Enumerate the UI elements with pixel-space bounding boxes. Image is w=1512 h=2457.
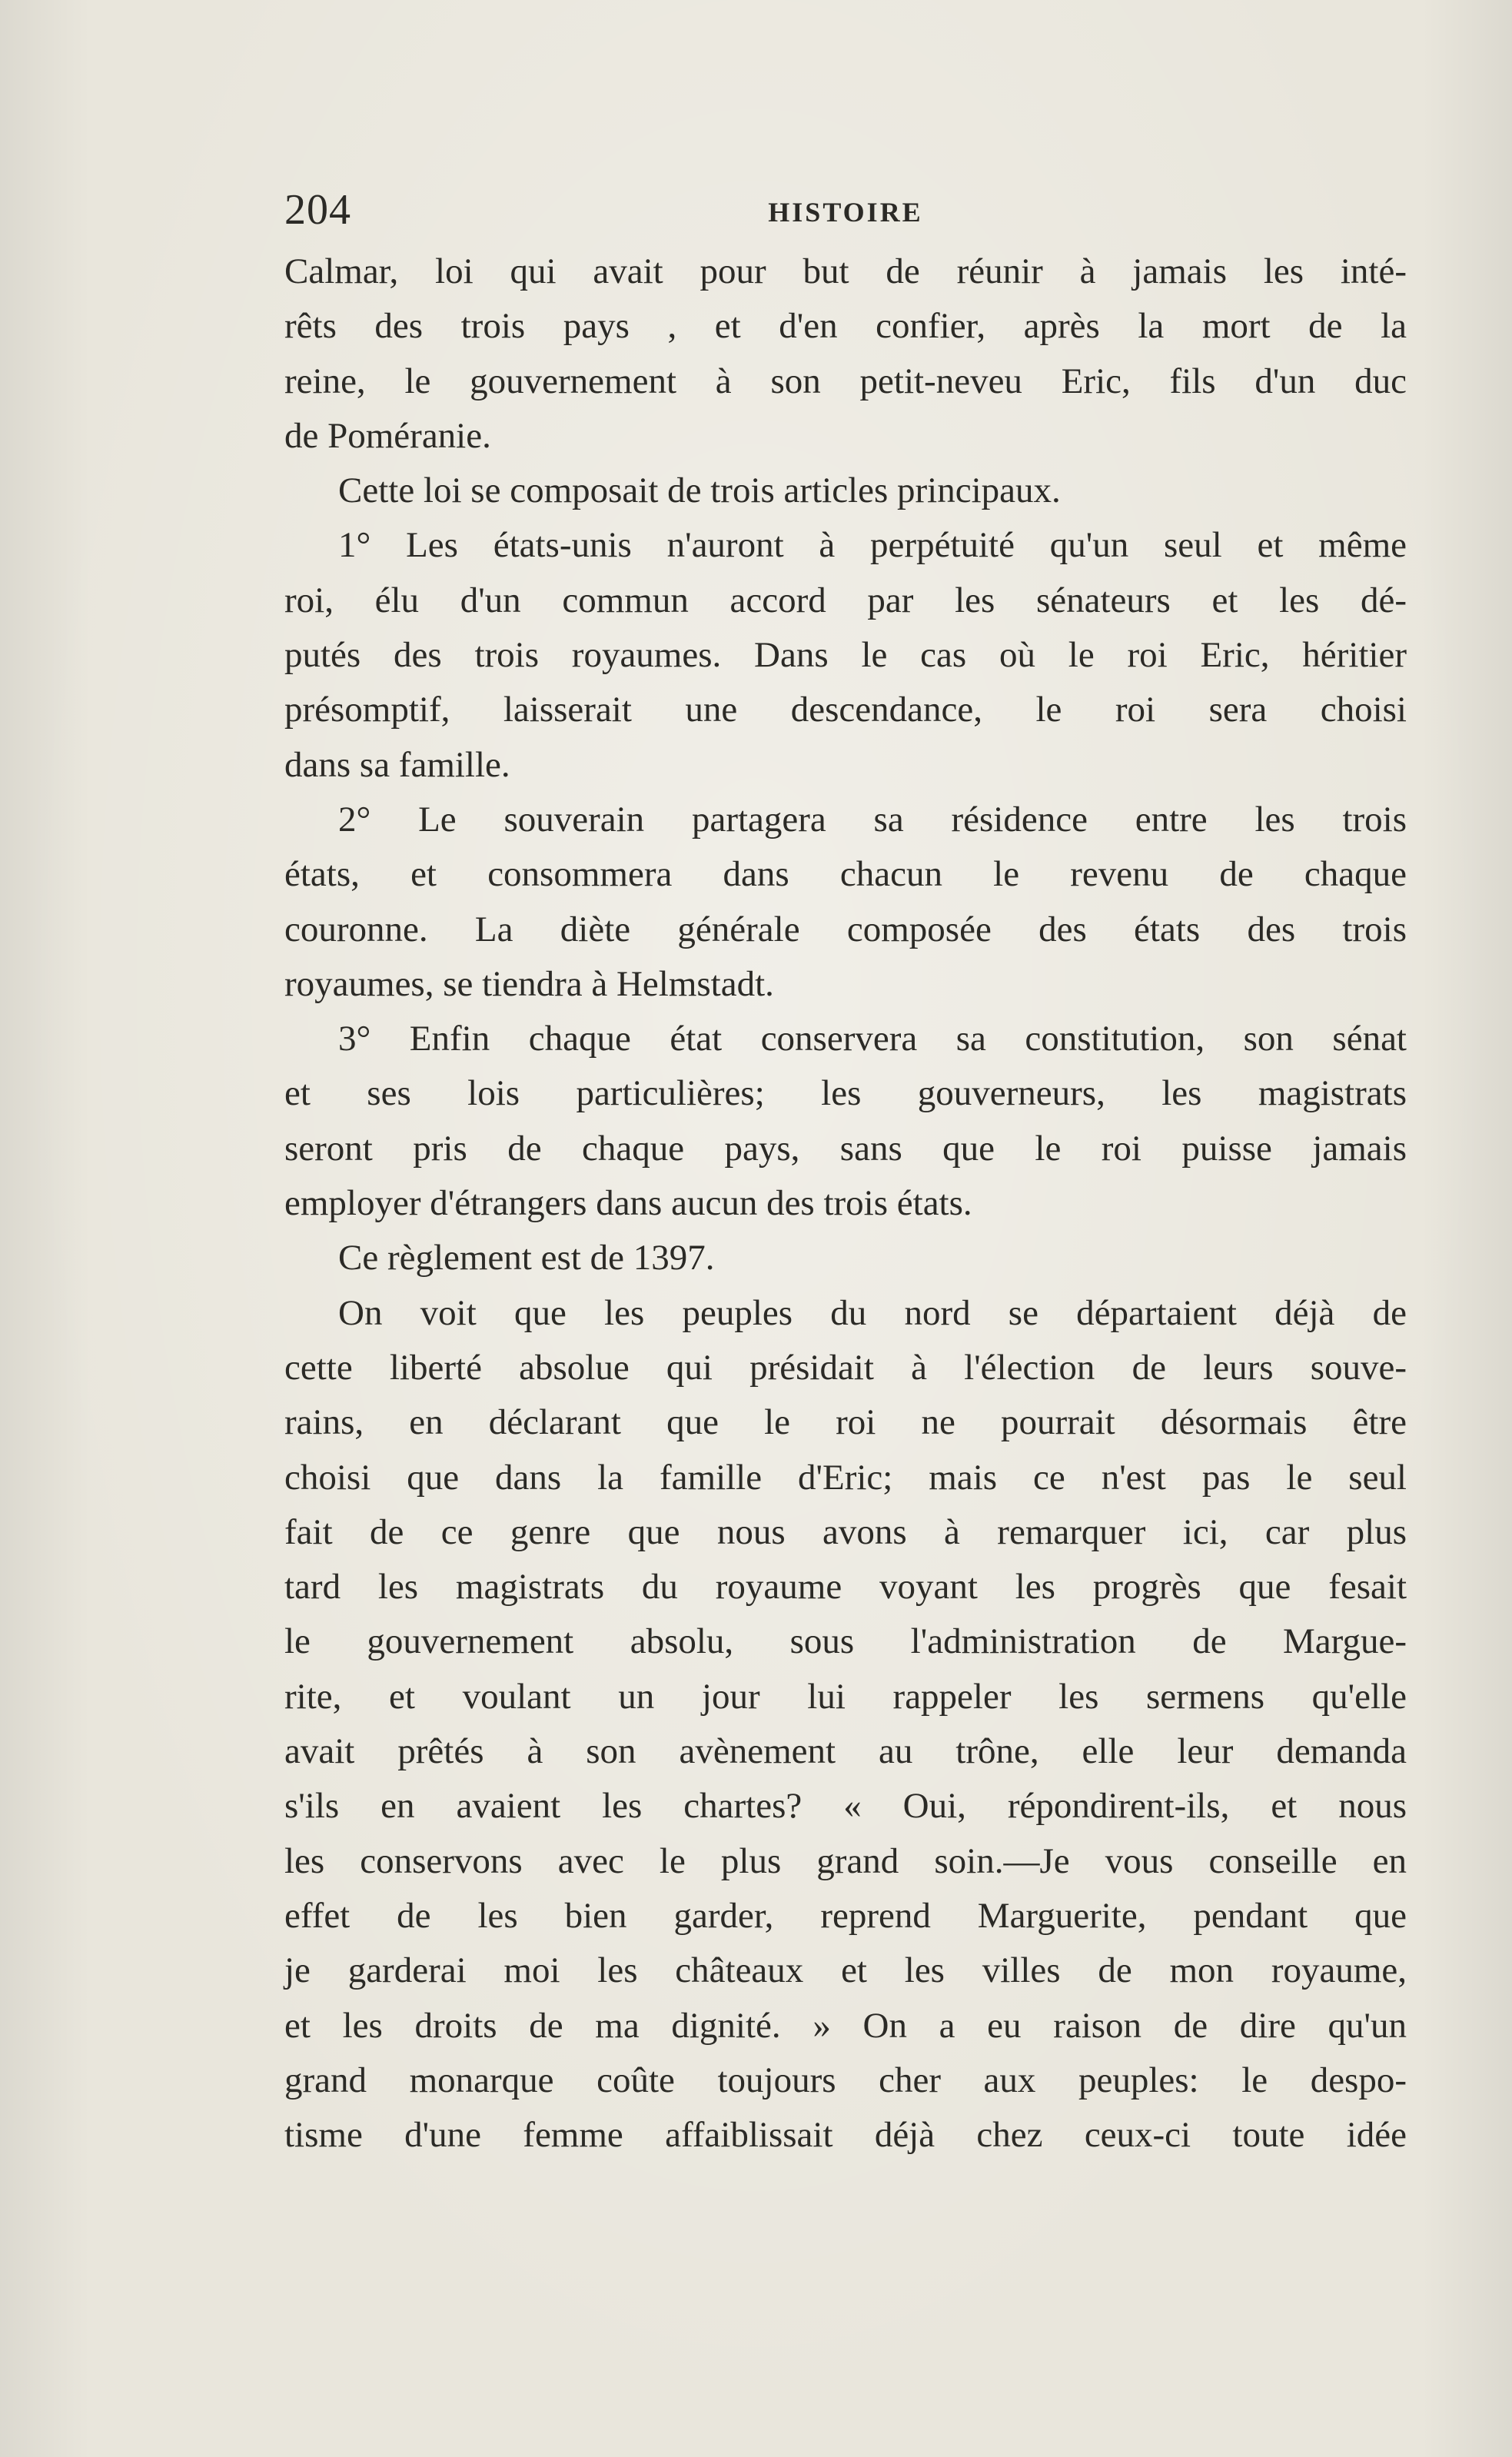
text-line: reine, le gouvernement à son petit-neveu Eric, fils d'un duc [284,361,1407,401]
text-line: royaumes, se tiendra à Helmstadt. [284,963,774,1004]
body-text [284,244,1407,2163]
text-line: tisme d'une femme affaiblissait déjà chez ceux-ci toute idée [284,2115,1407,2156]
text-line: grand monarque coûte toujours cher aux peuples: le despo- [284,2060,1407,2100]
text-line: roi, élu d'un commun accord par les sénateurs et les dé- [284,580,1407,620]
text-line: putés des trois royaumes. Dans le cas où le roi Eric, héritier [284,635,1407,676]
page-header [284,183,1407,237]
text-line: s'ils en avaient les chartes? « Oui, répondirent-ils, et nous [284,1786,1407,1827]
text-line: 2° Le souverain partagera sa résidence entre les trois [338,799,1407,840]
text-line: Calmar, loi qui avait pour but de réunir à jamais les inté- [284,251,1407,291]
text-line: les conservons avec le plus grand soin.—Je vous conseille en [284,1840,1407,1881]
text-line: Ce règlement est de 1397. [338,1238,715,1278]
text-line: et ses lois particulières; les gouverneurs, les magistrats [284,1073,1407,1114]
text-line: choisi que dans la famille d'Eric; mais ce n'est pas le seul [284,1457,1407,1498]
text-line: rêts des trois pays , et d'en confier, après la mort de la [284,306,1407,347]
text-line: états, et consommera dans chacun le revenu de chaque [284,854,1407,895]
text-line: et les droits de ma dignité. » On a eu raison de dire qu'un [284,2005,1407,2046]
text-line: le gouvernement absolu, sous l'administration de Margue- [284,1621,1407,1662]
text-line: je garderai moi les châteaux et les villes de mon royaume, [284,1950,1407,1991]
running-head: HISTOIRE [768,197,923,228]
text-line: rite, et voulant un jour lui rappeler les sermens qu'elle [284,1676,1407,1717]
text-line: On voit que les peuples du nord se départaient déjà de [338,1292,1407,1333]
text-line: employer d'étrangers dans aucun des trois états. [284,1183,972,1224]
text-line: couronne. La diète générale composée des états des trois [284,909,1407,949]
text-line: 1° Les états-unis n'auront à perpétuité qu'un seul et même [338,525,1407,566]
text-line: rains, en déclarant que le roi ne pourrait désormais être [284,1402,1407,1443]
text-line: de Poméranie. [284,415,491,456]
text-line: présomptif, laisserait une descendance, le roi sera choisi [284,690,1407,730]
text-line: avait prêtés à son avènement au trône, elle leur demanda [284,1731,1407,1772]
text-line: tard les magistrats du royaume voyant les progrès que fesait [284,1567,1407,1608]
text-line: effet de les bien garder, reprend Marguerite, pendant que [284,1895,1407,1936]
text-line: dans sa famille. [284,744,510,785]
text-line: seront pris de chaque pays, sans que le roi puisse jamais [284,1128,1407,1169]
text-line: cette liberté absolue qui présidait à l'élection de leurs souve- [284,1347,1407,1388]
page-number: 204 [284,186,351,234]
text-line: 3° Enfin chaque état conservera sa constitution, son sénat [338,1019,1407,1059]
text-line: fait de ce genre que nous avons à remarquer ici, car plus [284,1511,1407,1552]
text-line: Cette loi se composait de trois articles principaux. [338,470,1061,511]
